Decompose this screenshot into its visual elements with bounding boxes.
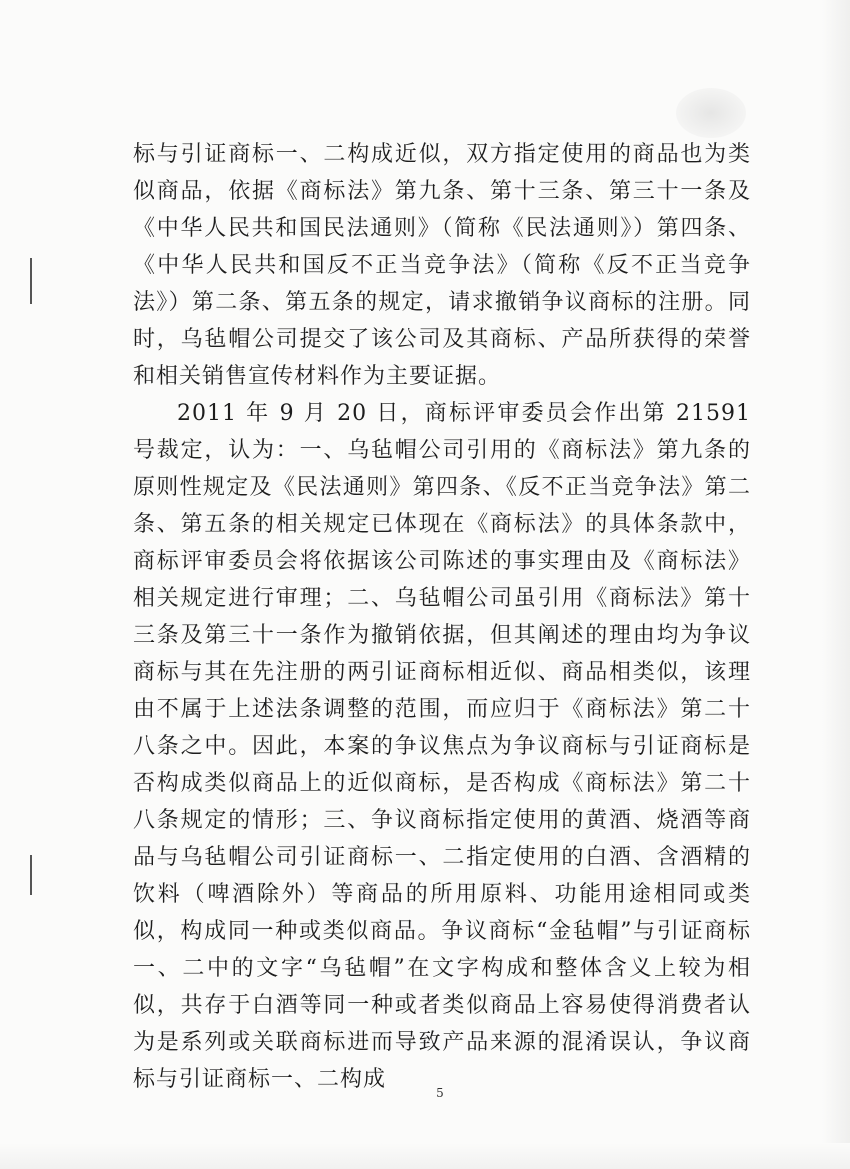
scan-shadow-bottom xyxy=(0,1143,850,1169)
paragraph-ruling: 2011 年 9 月 20 日，商标评审委员会作出第 21591 号裁定，认为：一、乌毡帽公司引用的《商标法》第九条的原则性规定及《民法通则》第四条、《反不正当竞争法》第二条、第五条的相关规定已体现在《商标法》的具体条款中，商标评审委员会将依据该公司陈述的事实理由及《商标法》相关规定进行审理；二、乌毡帽公司虽引用《商标法》第十三条及第三十一条作为撤销依据，但其阐述的理由均为争议商标与其在先注册的两引证商标相近似、商品相类似，该理由不属于上述法条调整的范围，而应归于《商标法》第二十八条之中。因此，本案的争议焦点为争议商标与引证商标是否构成类似商品上的近似商标，是否构成《商标法》第二十八条规定的情形；三、争议商标指定使用的黄酒、烧酒等商品与乌毡帽公司引证商标一、二指定使用的白酒、含酒精的饮料（啤酒除外）等商品的所用原料、功能用途相同或类似，构成同一种或类似商品。争议商标“金毡帽”与引证商标一、二中的文字“乌毡帽”在文字构成和整体含义上较为相似，共存于白酒等同一种或者类似商品上容易使得消费者认为是系列或关联商标进而导致产品来源的混淆误认，争议商标与引证商标一、二构成 xyxy=(133,401,751,1092)
paragraph-continued: 标与引证商标一、二构成近似，双方指定使用的商品也为类似商品，依据《商标法》第九条、第十三条、第三十一条及《中华人民共和国民法通则》（简称《民法通则》）第四条、《中华人民共和国反不正当竞争法》（简称《反不正当竞争法》）第二条、第五条的规定，请求撤销争议商标的注册。同时，乌毡帽公司提交了该公司及其商标、产品所获得的荣誉和相关销售宣传材料作为主要证据。 xyxy=(133,142,751,389)
binder-hole-mark-upper xyxy=(30,258,32,304)
binder-hole-mark-lower xyxy=(30,855,32,895)
scan-shadow-right xyxy=(822,0,850,1169)
document-body xyxy=(133,136,751,1098)
page-number: 5 xyxy=(436,1086,444,1100)
scan-smudge xyxy=(676,88,746,138)
